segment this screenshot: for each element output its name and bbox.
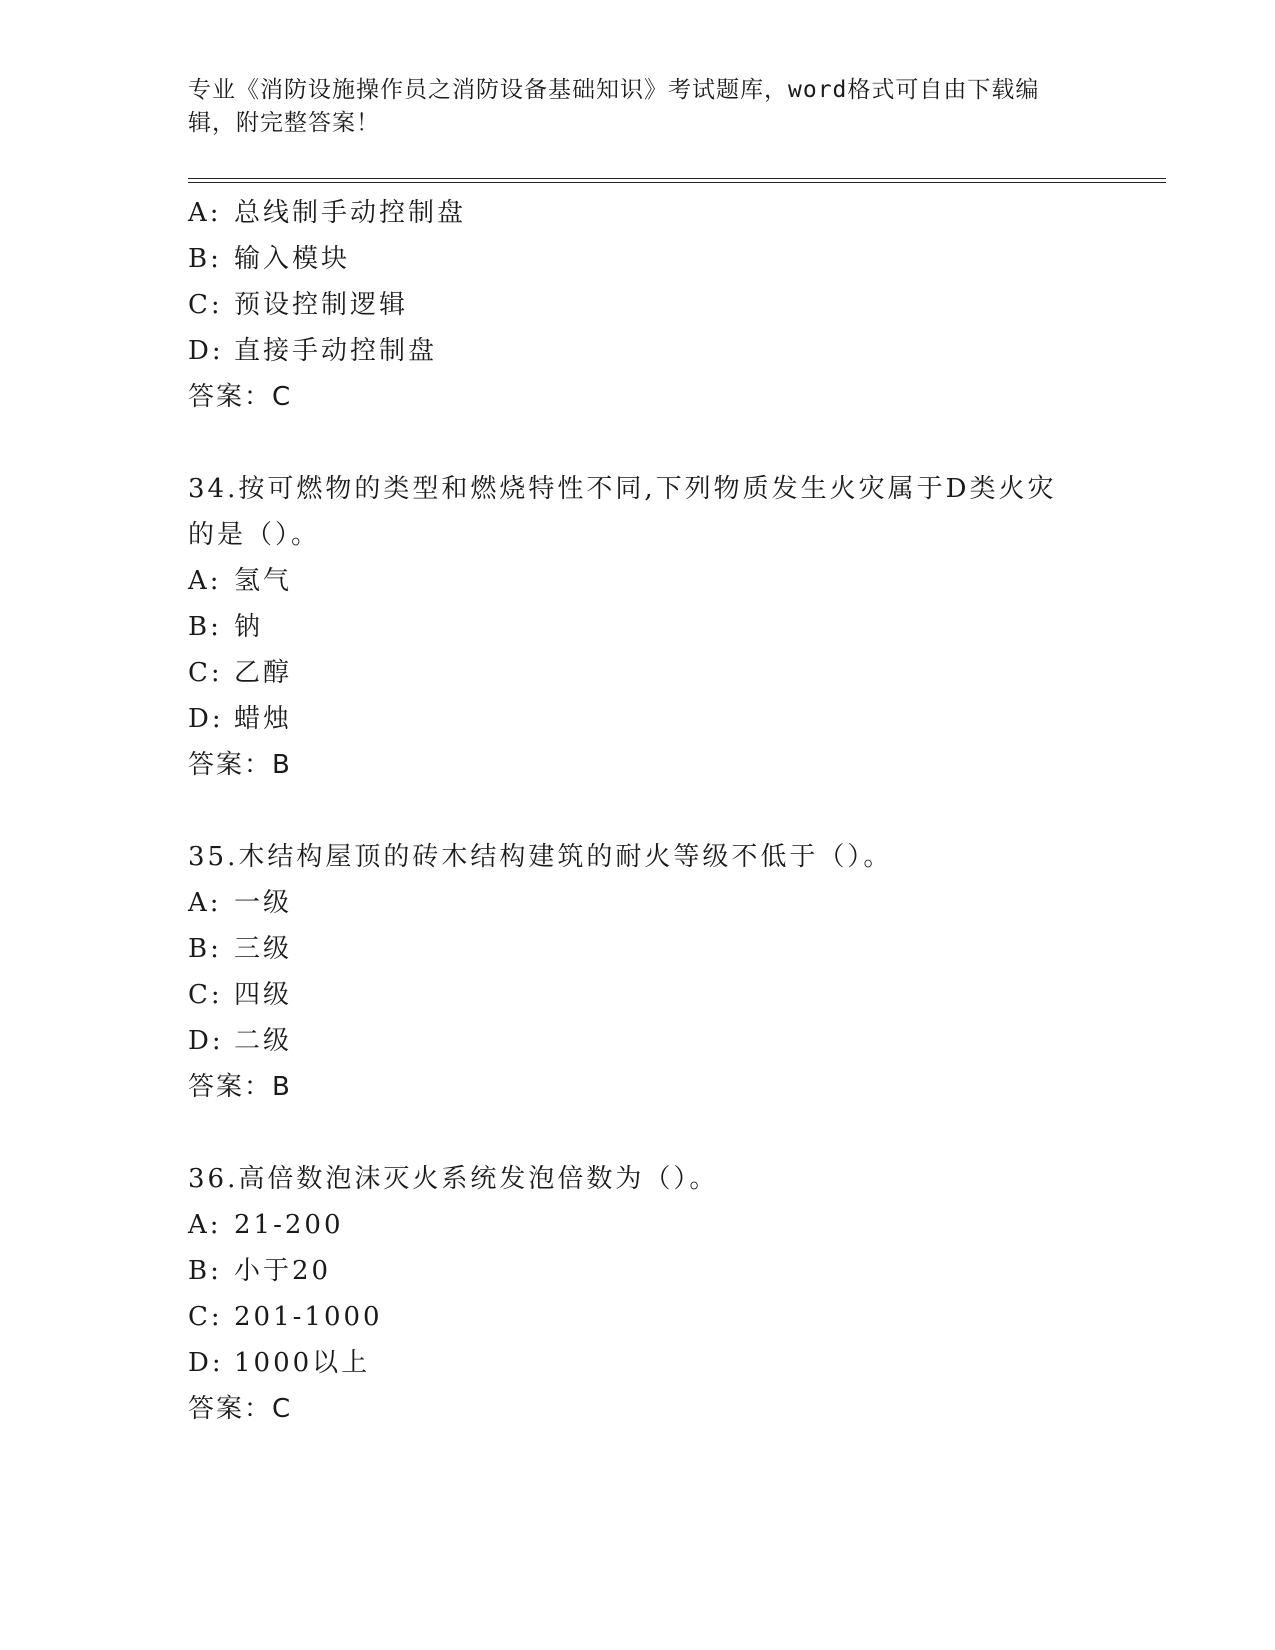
option-text: 输入模块 bbox=[234, 244, 351, 274]
option-text: 一级 bbox=[234, 888, 293, 918]
option-key: B: bbox=[188, 612, 222, 642]
option-text: 预设控制逻辑 bbox=[234, 290, 409, 320]
question-block-33 bbox=[188, 190, 1168, 420]
option-text: 21-200 bbox=[234, 1210, 344, 1240]
option-key: D: bbox=[188, 704, 224, 734]
option-text: 四级 bbox=[234, 980, 293, 1010]
option-key: C: bbox=[188, 1302, 223, 1332]
answer-line: 答案：C bbox=[188, 1394, 293, 1424]
option-key: B: bbox=[188, 934, 222, 964]
option-key: C: bbox=[188, 658, 223, 688]
option-text: 乙醇 bbox=[234, 658, 293, 688]
spacer bbox=[188, 788, 1168, 834]
page-header: 专业《消防设施操作员之消防设备基础知识》考试题库，word格式可自由下载编辑，附完整答案！ bbox=[188, 77, 1040, 136]
option-key: A: bbox=[188, 888, 222, 918]
option-text: 1000以上 bbox=[234, 1348, 371, 1378]
option-b bbox=[188, 1248, 1168, 1294]
option-key: A: bbox=[188, 198, 222, 228]
question-block-36 bbox=[188, 1156, 1168, 1432]
option-d bbox=[188, 1018, 1168, 1064]
option-text: 氢气 bbox=[234, 566, 293, 596]
option-key: C: bbox=[188, 980, 223, 1010]
question-text: 35.木结构屋顶的砖木结构建筑的耐火等级不低于（）。 bbox=[188, 842, 893, 872]
option-b bbox=[188, 604, 1168, 650]
option-key: D: bbox=[188, 336, 224, 366]
question-text: 34.按可燃物的类型和燃烧特性不同,下列物质发生火灾属于D类火灾的是（）。 bbox=[188, 474, 1057, 550]
question-block-34 bbox=[188, 466, 1168, 788]
option-key: D: bbox=[188, 1026, 224, 1056]
option-key: C: bbox=[188, 290, 223, 320]
answer-line: 答案：C bbox=[188, 382, 293, 412]
option-text: 钠 bbox=[234, 612, 264, 642]
option-text: 总线制手动控制盘 bbox=[234, 198, 467, 228]
option-text: 直接手动控制盘 bbox=[234, 336, 438, 366]
question-text: 36.高倍数泡沫灭火系统发泡倍数为（）。 bbox=[188, 1164, 719, 1194]
option-b bbox=[188, 926, 1168, 972]
option-text: 201-1000 bbox=[234, 1302, 383, 1332]
option-c bbox=[188, 650, 1168, 696]
question-block-35 bbox=[188, 834, 1168, 1110]
option-a bbox=[188, 190, 1168, 236]
option-c bbox=[188, 972, 1168, 1018]
option-key: D: bbox=[188, 1348, 224, 1378]
option-c bbox=[188, 1294, 1168, 1340]
option-d bbox=[188, 696, 1168, 742]
spacer bbox=[188, 1110, 1168, 1156]
answer-line: 答案：B bbox=[188, 750, 292, 780]
option-text: 蜡烛 bbox=[234, 704, 293, 734]
option-key: A: bbox=[188, 566, 222, 596]
option-a bbox=[188, 1202, 1168, 1248]
question-list bbox=[188, 190, 1168, 1432]
option-a bbox=[188, 880, 1168, 926]
spacer bbox=[188, 420, 1168, 466]
option-text: 小于20 bbox=[234, 1256, 332, 1286]
option-d bbox=[188, 1340, 1168, 1386]
header-divider bbox=[188, 178, 1166, 183]
option-d bbox=[188, 328, 1168, 374]
option-key: B: bbox=[188, 244, 222, 274]
option-a bbox=[188, 558, 1168, 604]
answer-line: 答案：B bbox=[188, 1072, 292, 1102]
option-text: 三级 bbox=[234, 934, 293, 964]
option-c bbox=[188, 282, 1168, 328]
option-b bbox=[188, 236, 1168, 282]
option-key: B: bbox=[188, 1256, 222, 1286]
option-text: 二级 bbox=[234, 1026, 293, 1056]
option-key: A: bbox=[188, 1210, 222, 1240]
